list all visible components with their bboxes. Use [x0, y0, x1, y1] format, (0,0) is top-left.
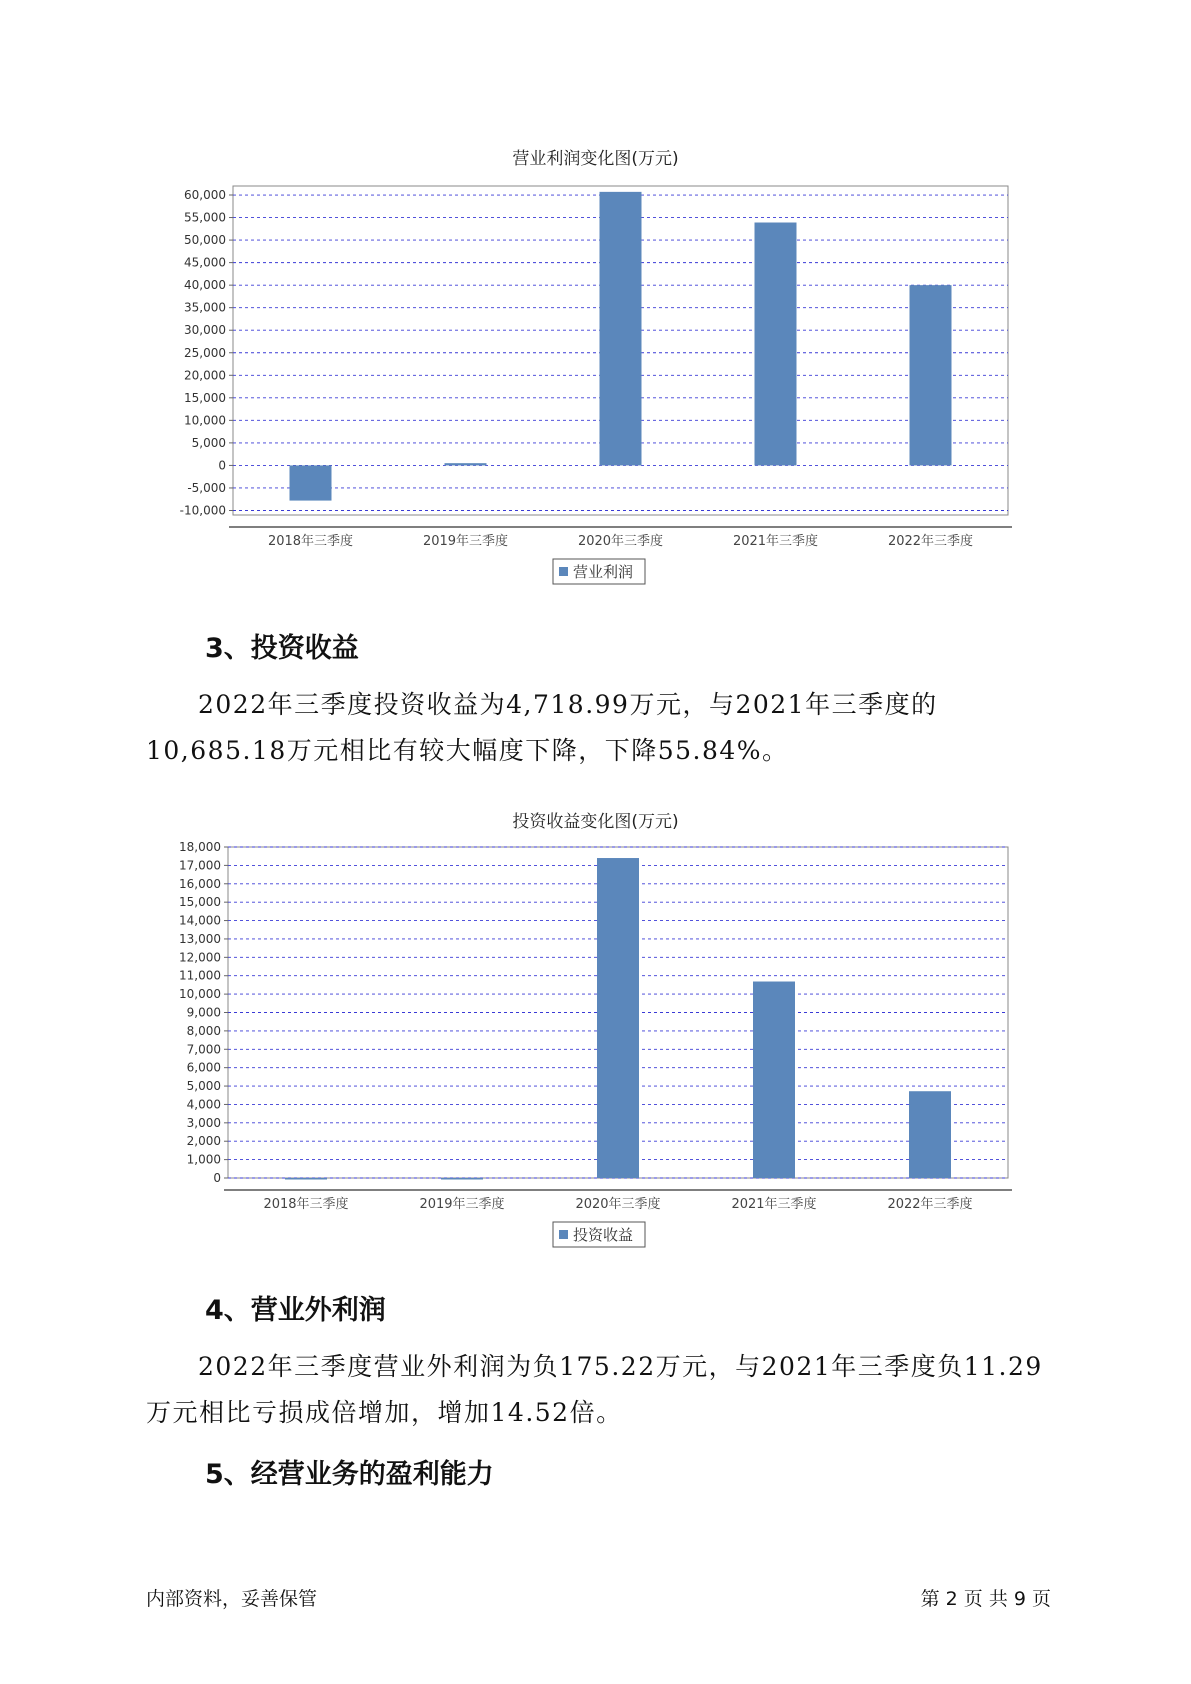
section-3-heading: 3、投资收益: [205, 633, 359, 664]
x-tick-label: 2018年三季度: [263, 1197, 349, 1212]
legend-label: 投资收益: [573, 1226, 634, 1244]
y-tick-label: 2,000: [186, 1134, 221, 1149]
y-tick-label: 14,000: [179, 913, 221, 928]
operating-profit-chart: [0, 0, 1191, 620]
y-tick-label: 0: [218, 458, 226, 473]
section-3-paragraph: 2022年三季度投资收益为4,718.99万元，与2021年三季度的10,685.18万元相比有较大幅度下降，下降55.84%。: [146, 690, 938, 765]
y-tick-label: 3,000: [186, 1115, 221, 1130]
y-tick-label: 6,000: [186, 1060, 221, 1075]
legend-label: 营业利润: [573, 563, 634, 581]
y-tick-label: 9,000: [186, 1005, 221, 1020]
y-tick-label: 15,000: [179, 895, 221, 910]
x-tick-label: 2019年三季度: [422, 534, 509, 549]
y-tick-label: 5,000: [186, 1079, 221, 1094]
legend-swatch: [559, 1230, 568, 1239]
y-tick-label: 60,000: [184, 188, 226, 203]
y-tick-label: 55,000: [184, 210, 226, 225]
section-5-heading: 5、经营业务的盈利能力: [205, 1459, 494, 1490]
y-tick-label: 4,000: [186, 1097, 221, 1112]
y-tick-label: 0: [213, 1171, 221, 1185]
y-tick-label: 11,000: [179, 968, 221, 983]
y-tick-label: 16,000: [179, 876, 221, 891]
section-4-heading: 4、营业外利润: [205, 1295, 386, 1326]
y-tick-label: 10,000: [179, 987, 221, 1002]
y-tick-label: 18,000: [179, 840, 221, 854]
y-tick-label: 30,000: [184, 323, 226, 338]
x-tick-label: 2019年三季度: [419, 1197, 505, 1212]
bar: [285, 1178, 327, 1180]
x-tick-label: 2022年三季度: [887, 1197, 973, 1212]
y-tick-label: 13,000: [179, 931, 221, 946]
y-tick-label: 35,000: [184, 300, 226, 315]
y-tick-label: 50,000: [184, 233, 226, 248]
y-tick-label: 15,000: [184, 390, 226, 405]
y-tick-label: 20,000: [184, 368, 226, 383]
y-tick-label: 25,000: [184, 345, 226, 360]
x-tick-label: 2021年三季度: [731, 1197, 817, 1212]
y-tick-label: 7,000: [186, 1042, 221, 1057]
y-tick-label: -10,000: [179, 503, 226, 518]
x-tick-label: 2020年三季度: [577, 534, 664, 549]
x-tick-label: 2021年三季度: [732, 534, 819, 549]
y-tick-label: 10,000: [184, 413, 226, 428]
y-tick-label: 8,000: [186, 1023, 221, 1038]
bar: [445, 463, 487, 465]
bar: [290, 465, 332, 500]
x-tick-label: 2022年三季度: [887, 534, 974, 549]
x-tick-label: 2020年三季度: [575, 1197, 661, 1212]
bar: [597, 858, 639, 1178]
section-4-paragraph: 2022年三季度营业外利润为负175.22万元，与2021年三季度负11.29万元相比亏损成倍增加，增加14.52倍。: [146, 1352, 1043, 1427]
bar: [755, 223, 797, 466]
y-tick-label: 40,000: [184, 278, 226, 293]
y-tick-label: 12,000: [179, 950, 221, 965]
y-tick-label: 5,000: [191, 435, 226, 450]
chart-title-operating-profit: 营业利润变化图(万元): [512, 149, 679, 169]
y-tick-label: 17,000: [179, 858, 221, 873]
x-tick-label: 2018年三季度: [267, 534, 354, 549]
footer-page-number: 第 2 页 共 9 页: [920, 1588, 1051, 1610]
bar: [909, 1091, 951, 1178]
investment-income-chart: [0, 800, 1191, 1260]
bar: [753, 982, 795, 1178]
y-tick-label: 45,000: [184, 255, 226, 270]
y-tick-label: 1,000: [186, 1152, 221, 1167]
footer-confidential-note: 内部资料，妥善保管: [146, 1588, 318, 1610]
legend-swatch: [559, 567, 568, 576]
bar: [910, 285, 952, 465]
y-tick-label: -5,000: [187, 480, 226, 495]
bar: [600, 192, 642, 466]
bar: [441, 1178, 483, 1180]
chart-title-investment-income: 投资收益变化图(万元): [512, 812, 679, 832]
